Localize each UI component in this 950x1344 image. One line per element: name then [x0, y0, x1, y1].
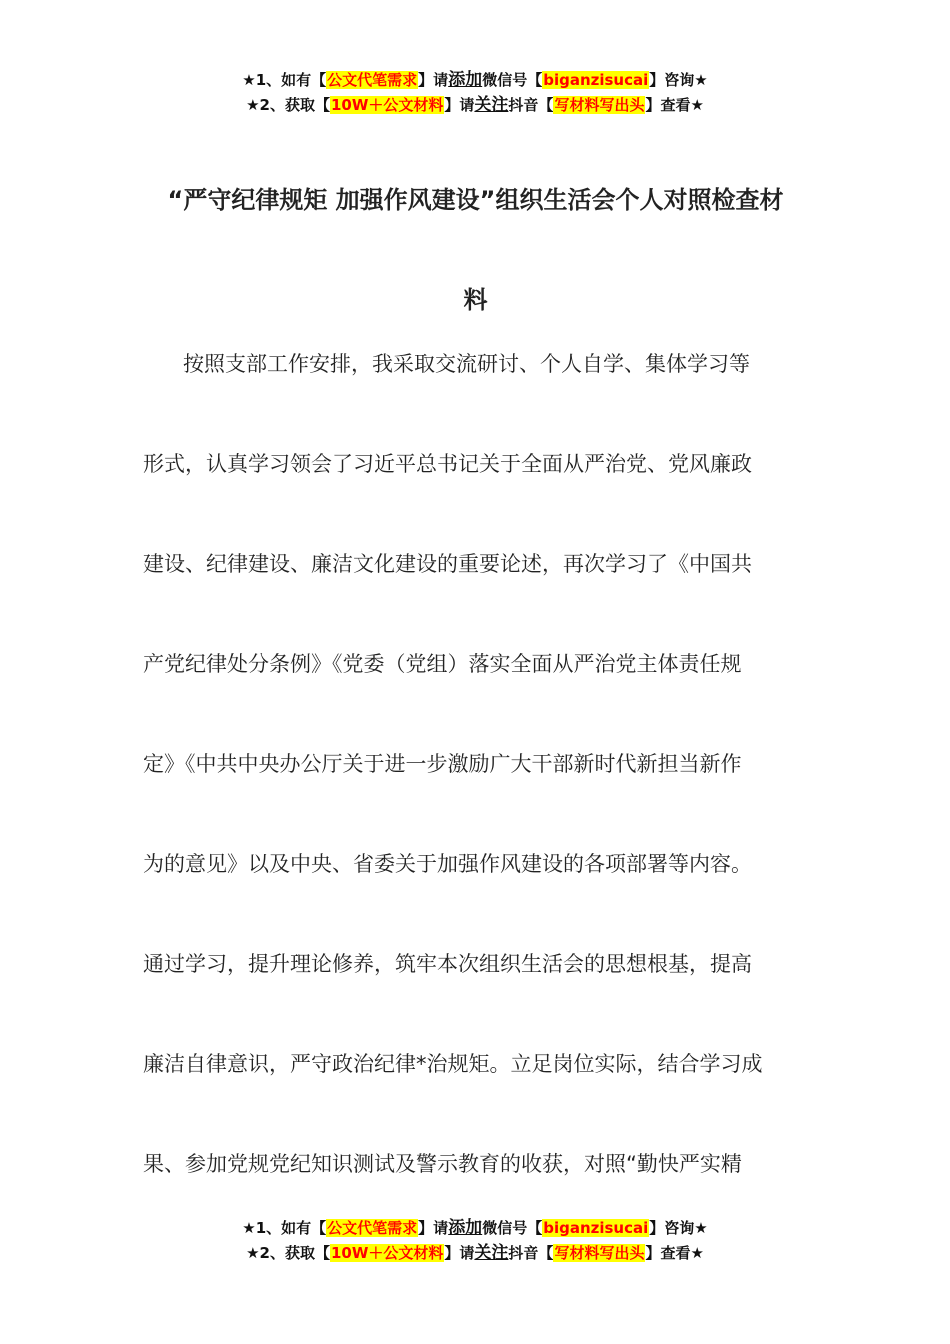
body-line: 通过学习，提升理论修养，筑牢本次组织生活会的思想根基，提高 — [143, 952, 752, 976]
promo-text: ★2、获取【 — [246, 96, 330, 114]
promo-text: 】查看★ — [645, 1244, 704, 1262]
body-line: 形式，认真学习领会了习近平总书记关于全面从严治党、党风廉政 — [143, 452, 752, 476]
highlight-text: 10W＋公文材料 — [330, 96, 444, 114]
promo-line-2 — [0, 1241, 950, 1266]
underlined-text: 添加 — [448, 70, 483, 90]
underlined-text: 添加 — [448, 1218, 483, 1238]
highlight-text: 公文代笔需求 — [327, 1219, 418, 1237]
douyin-id: 写材料写出头 — [554, 1244, 645, 1262]
promo-text: 抖音【 — [508, 1244, 554, 1262]
promo-text: 】请 — [418, 71, 449, 89]
promo-banner-bottom — [0, 1216, 950, 1266]
document-body — [143, 314, 808, 1214]
body-line: 为的意见》以及中央、省委关于加强作风建设的各项部署等内容。 — [143, 852, 752, 876]
highlight-text: 10W＋公文材料 — [330, 1244, 444, 1262]
title-line: “严守纪律规矩 加强作风建设”组织生活会个人对照检查材 — [167, 186, 784, 214]
promo-text: 】咨询★ — [649, 71, 708, 89]
body-line: 按照支部工作安排，我采取交流研讨、个人自学、集体学习等 — [183, 352, 750, 376]
title-line: 料 — [463, 286, 488, 314]
wechat-id: biganzisucai — [543, 1219, 649, 1237]
promo-text: 】请 — [418, 1219, 449, 1237]
promo-text: 】请 — [444, 1244, 475, 1262]
underlined-text: 关注 — [474, 1243, 509, 1263]
promo-line-1 — [0, 68, 950, 93]
promo-text: ★1、如有【 — [242, 1219, 327, 1237]
body-line: 廉洁自律意识，严守政治纪律*治规矩。立足岗位实际，结合学习成 — [143, 1052, 763, 1076]
promo-banner-top — [0, 68, 950, 118]
promo-text: 微信号【 — [482, 71, 543, 89]
promo-line-1 — [0, 1216, 950, 1241]
body-line: 产党纪律处分条例》《党委（党组）落实全面从严治党主体责任规 — [143, 652, 742, 676]
promo-text: ★2、获取【 — [246, 1244, 330, 1262]
underlined-text: 关注 — [474, 95, 509, 115]
body-line: 果、参加党规党纪知识测试及警示教育的收获，对照“勤快严实精 — [143, 1152, 742, 1176]
promo-text: ★1、如有【 — [242, 71, 327, 89]
promo-text: 抖音【 — [508, 96, 554, 114]
promo-text: 微信号【 — [482, 1219, 543, 1237]
body-line: 建设、纪律建设、廉洁文化建设的重要论述，再次学习了《中国共 — [143, 552, 752, 576]
douyin-id: 写材料写出头 — [554, 96, 645, 114]
promo-text: 】查看★ — [645, 96, 704, 114]
promo-text: 】请 — [444, 96, 475, 114]
promo-line-2 — [0, 93, 950, 118]
body-line: 定》《中共中央办公厅关于进一步激励广大干部新时代新担当新作 — [143, 752, 742, 776]
highlight-text: 公文代笔需求 — [327, 71, 418, 89]
promo-text: 】咨询★ — [649, 1219, 708, 1237]
wechat-id: biganzisucai — [543, 71, 649, 89]
